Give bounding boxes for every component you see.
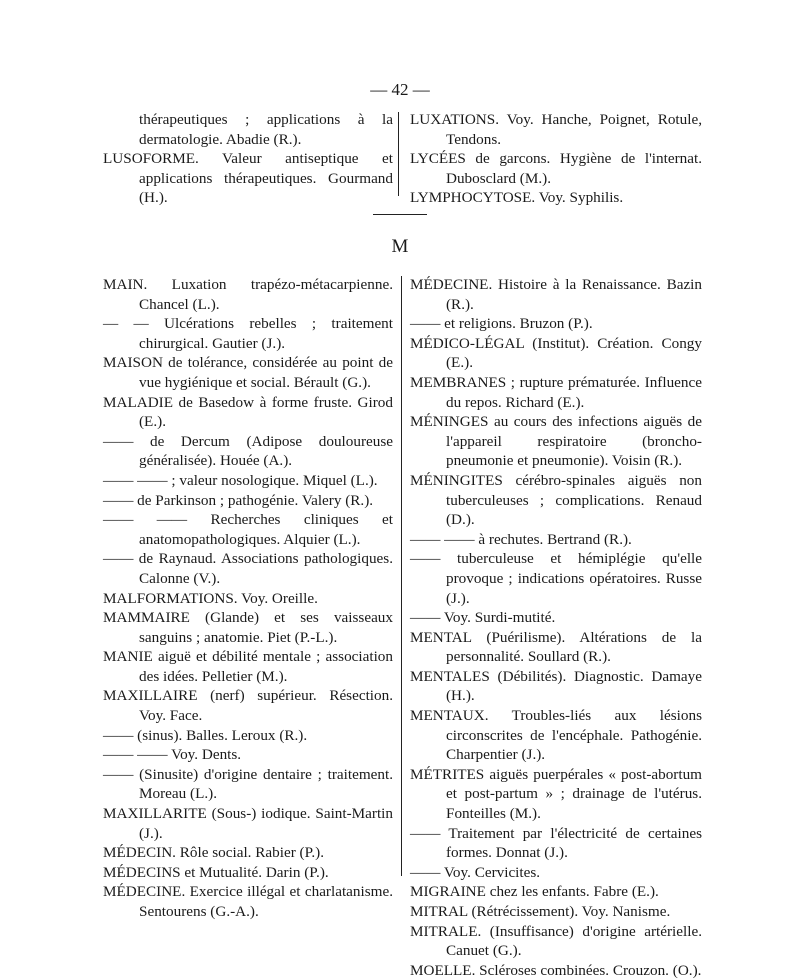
section-rule xyxy=(373,214,427,215)
page-number: — 42 — xyxy=(370,80,430,99)
index-entry: MÉDECINS et Mutualité. Darin (P.). xyxy=(103,863,329,881)
index-entry: LYCÉES de garcons. Hygiène de l'internat. Dubosclard (M.). xyxy=(410,150,702,187)
index-entry: MÉNINGES au cours des infections aiguës de l'appareil respiratoire (broncho-pneumonie et pneumonie). Voisin (R.). xyxy=(410,413,702,470)
index-entry: MAXILLARITE (Sous-) iodique. Saint-Martin (J.). xyxy=(103,805,393,842)
index-entry: —— et religions. Bruzon (P.). xyxy=(410,315,593,333)
index-entry: MEMBRANES ; rupture prématurée. Influence du repos. Richard (E.). xyxy=(410,373,702,411)
section-letter: M xyxy=(391,236,409,257)
index-entry: MÉDECINE. Histoire à la Renaissance. Bazin (R.). xyxy=(410,276,702,313)
index-entry: MOELLE. Scléroses combinées. Crouzon. (O.). xyxy=(410,961,702,979)
index-entry: —— Voy. Cervicites. xyxy=(410,863,541,881)
index-entry: MAMMAIRE (Glande) et ses vaisseaux sanguins ; anatomie. Piet (P.-L.). xyxy=(103,609,393,646)
index-entry: MAXILLAIRE (nerf) supérieur. Résection. Voy. Face. xyxy=(103,687,393,725)
index-entry: —— tuberculeuse et hémiplégie qu'elle provoque ; indications opératoires. Russe (J.). xyxy=(410,550,702,607)
index-entry: —— de Dercum (Adipose douloureuse généralisée). Houée (A.). xyxy=(103,432,393,470)
left-column xyxy=(103,275,393,922)
index-entry: —— Voy. Surdi-mutité. xyxy=(410,609,556,627)
index-entry: —— (Sinusite) d'origine dentaire ; traitement. Moreau (L.). xyxy=(103,765,393,803)
index-entry: MITRALE. (Insuffisance) d'origine artérielle. Canuet (G.). xyxy=(410,922,702,960)
index-entry: MAIN. Luxation trapézo-métacarpienne. Chancel (L.). xyxy=(103,276,393,313)
index-entry: —— —— ; valeur nosologique. Miquel (L.). xyxy=(103,471,378,489)
index-entry: MÉNINGITES cérébro-spinales aiguës non tuberculeuses ; complications. Renaud (D.). xyxy=(410,471,702,529)
index-entry: —— (sinus). Balles. Leroux (R.). xyxy=(103,726,308,744)
index-entry: —— —— Recherches cliniques et anatomopathologiques. Alquier (L.). xyxy=(103,511,393,548)
index-entry: MENTAL (Puérilisme). Altérations de la personnalité. Soullard (R.). xyxy=(410,628,702,666)
index-entry: MÉDECIN. Rôle social. Rabier (P.). xyxy=(103,844,325,862)
index-entry: MANIE aiguë et débilité mentale ; association des idées. Pelletier (M.). xyxy=(103,648,393,685)
index-entry: MITRAL (Rétrécissement). Voy. Nanisme. xyxy=(410,903,671,920)
index-entry: MIGRAINE chez les enfants. Fabre (E.). xyxy=(410,883,659,901)
index-entry: thérapeutiques ; applications à la dermatologie. Abadie (R.). xyxy=(139,111,393,148)
column-divider xyxy=(398,112,399,196)
top-left-column xyxy=(103,110,393,208)
index-entry: —— de Raynaud. Associations pathologiques. Calonne (V.). xyxy=(103,550,393,587)
index-entry: LYMPHOCYTOSE. Voy. Syphilis. xyxy=(410,189,624,207)
index-entry: MAISON de tolérance, considérée au point de vue hygiénique et social. Bérault (G.). xyxy=(103,354,393,391)
index-entry: —— —— Voy. Dents. xyxy=(103,746,242,764)
index-entry: —— de Parkinson ; pathogénie. Valery (R.). xyxy=(103,491,374,509)
index-entry: MENTAUX. Troubles-liés aux lésions circonscrites de l'encéphale. Pathogénie. Charpentier (J.). xyxy=(410,707,702,764)
index-entry: —— —— à rechutes. Bertrand (R.). xyxy=(410,530,632,548)
index-entry: — — Ulcérations rebelles ; traitement chirurgical. Gautier (J.). xyxy=(103,315,393,352)
index-entry: MALFORMATIONS. Voy. Oreille. xyxy=(103,589,318,607)
index-entry: —— Traitement par l'électricité de certaines formes. Donnat (J.). xyxy=(410,824,702,862)
index-entry: MÉTRITES aiguës puerpérales « post-abortum et post-partum » ; drainage de l'utérus. Fonteilles (M.). xyxy=(410,765,702,823)
right-column xyxy=(410,275,702,980)
index-entry: MALADIE de Basedow à forme fruste. Girod (E.). xyxy=(103,393,393,431)
top-right-column xyxy=(410,110,702,208)
index-entry: MÉDECINE. Exercice illégal et charlatanisme. Sentourens (G.-A.). xyxy=(103,883,393,920)
column-divider xyxy=(401,276,402,876)
index-entry: MÉDICO-LÉGAL (Institut). Création. Congy (E.). xyxy=(410,334,702,372)
index-entry: LUXATIONS. Voy. Hanche, Poignet, Rotule, Tendons. xyxy=(410,111,702,148)
index-entry: MENTALES (Débilités). Diagnostic. Damaye (H.). xyxy=(410,667,702,705)
index-entry: LUSOFORME. Valeur antiseptique et applications thérapeutiques. Gourmand (H.). xyxy=(103,150,393,207)
